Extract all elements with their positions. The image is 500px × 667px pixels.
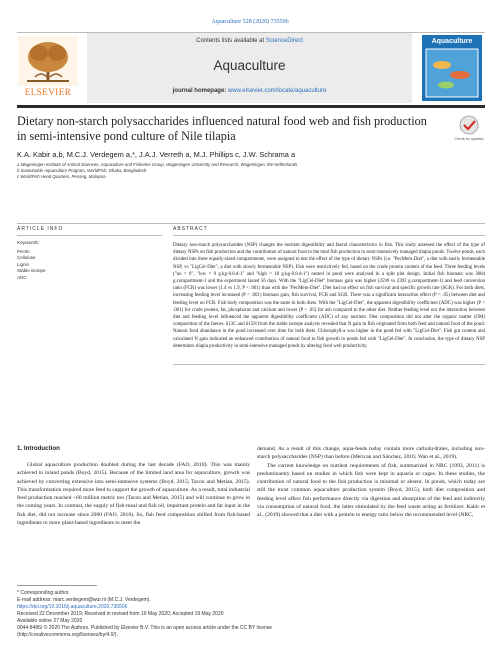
journal-name: Aquaculture — [213, 58, 286, 73]
keyword: ADC — [17, 274, 27, 280]
divider-abstract — [173, 235, 485, 236]
contents-line — [87, 38, 412, 44]
check-for-updates-icon[interactable] — [456, 114, 482, 142]
affiliations — [17, 162, 487, 180]
homepage-prefix: journal homepage: — [172, 88, 228, 94]
article-title: Dietary non-starch polysaccharides influenced natural food web and fish production in semi-intensive pond culture of Nile tilapia — [17, 114, 427, 143]
available-online-note: Available online 27 May 2020 — [17, 618, 83, 624]
abstract-bottom-rule — [173, 364, 485, 365]
abstract-heading: ABSTRACT — [173, 226, 208, 232]
homepage-link[interactable]: www.elsevier.com/locate/aquaculture — [227, 88, 327, 94]
divider-info — [17, 235, 162, 236]
affiliation-a: a Wageningen Institute of Animal Sciences, Aquaculture and Fisheries Group, Wageningen University and Research, Wageningen, the Netherlands — [17, 162, 298, 167]
elsevier-tree-logo — [17, 35, 79, 98]
article-info-heading: ARTICLE INFO — [17, 226, 64, 232]
crossmark-label: Check for updates — [454, 137, 484, 141]
affiliation-b: b Sustainable Aquaculture Program, WorldFish, Dhaka, Bangladesh — [17, 168, 147, 173]
corresponding-author-note: * Corresponding author. — [17, 590, 70, 596]
email-note: E-mail address: marc.verdegem@wur.nl (M.C.J. Verdegem). — [17, 597, 151, 603]
body-paragraph: The current knowledge on nutrient requirements of fish, summarized in NRC (1993, 2011) is predominantly based on studies in which fish were kept in aquaria or cages. In these studies, the contribution of natural food to the fish production is minimal or absent. In ponds, which today are still the most common aquaculture production system (Boyd, 2015), both diet composition and feeding level affect fish performance directly via digestion and absorption of the feed and indirectly via consumption of natural food, the latter stimulated by the feed waste acting as fertilizer. Kabir et al., (2019) showed that a diet with a protein to energy ratio below the recommended level (NRC, — [257, 462, 485, 519]
keyword: Stable isotope — [17, 268, 46, 274]
elsevier-wordmark: ELSEVIER — [24, 87, 72, 97]
affiliation-c: c WorldFish Head Quarters, Penang, Malaysia — [17, 174, 106, 179]
keyword: Cellulose — [17, 255, 36, 261]
journal-header — [17, 32, 485, 108]
homepage-line — [87, 88, 412, 94]
footnote-rule — [17, 585, 97, 586]
author-list: K.A. Kabir a,b, M.C.J. Verdegem a,*, J.A.J. Verreth a, M.J. Phillips c, J.W. Schrama a — [17, 150, 296, 159]
sciencedirect-link[interactable]: ScienceDirect — [265, 38, 303, 44]
journal-cover — [422, 35, 482, 101]
license-note: 0044-8486/ © 2020 The Authors. Published by Elsevier B.V. This is an open access article under the CC BY license — [17, 625, 273, 631]
divider-top — [17, 223, 485, 224]
keyword: Lignin — [17, 261, 30, 267]
body-column-right — [257, 445, 485, 520]
footnotes — [17, 590, 417, 639]
doi-link[interactable]: https://doi.org/10.1016/j.aquaculture.2020.735506 — [17, 604, 128, 610]
keywords-heading: Keywords: — [17, 241, 40, 246]
body-paragraph: Global aquaculture production doubled during the last decade (FAO, 2018). This was mainly achieved in inland ponds (Boyd, 2015). Because of the limited land area for aquaculture, growth was achieved by converting extensive into semi-intensive systems (Boyd, 2015; Tacon and Metian, 2015). This transformation required more feed to support the growth of aquaculture. As a result, total industrial feed production reached ~60 million metric ton (Tacon and Metian, 2015) and will continue to grow in the coming years. In contrast, the supply of fish-meal and fish oil, important protein and fat input in the fish diet, did not increase since 2000 (FAO, 2018). So, fish feed composition shifted from fish-based ingredients to more plant-based ingredients to meet the — [17, 462, 250, 527]
body-paragraph: demand. As a result of this change, aqua-feeds today contain more carbohydrates, including non-starch polysaccharides (NSP) than before (Merican and Sánchez, 2016; Wan et al., 2019). — [257, 446, 485, 461]
journal-banner — [87, 33, 412, 103]
license-url[interactable]: (http://creativecommons.org/licenses/by/4.0/). — [17, 632, 118, 638]
journal-reference[interactable]: Aquaculture 528 (2020) 735506 — [211, 19, 289, 25]
keyword: Pectin — [17, 249, 30, 254]
keywords-list — [17, 249, 46, 281]
dates-note: Received 22 December 2019; Received in revised form 19 May 2020; Accepted 19 May 2020 — [17, 611, 224, 617]
body-column-left — [17, 461, 250, 527]
abstract-text: Dietary non-starch polysaccharides (NSP) changes the nutrient digestibility and faecal characteristics in fish. This study assessed the effect of the type of dietary NSPs on fish production and the contribution of natural food to the total fish production in semi-intensively managed tilapia ponds. Twelve ponds, each divided into three equally-sized compartments, were assigned to test the effect of the type of dietary NSPs (i.e. "PecMem-Diet", a diet with easily fermentable NSP, vs "LigCel-Diet", a diet with slowly fermentable NSP). Fish were restrictively fed, based on the crude protein content of the feed. Three feeding levels ("no = 0", "low = 9 g.kg-0.8.d-1" and "high = 18 g.kg-0.8.d-1") nested in pond were analysed in a split plot design. Initial fish biomass was 3084 g.compartment-1 and the experiment lasted 56 days. With the "LigCel-Diet" biomass gain was higher (2599 vs 2392 g.compartment-1) and feed conversion ratio (FCR) was lower (1.4 vs 1.9, P < .001) than with the "PecMem-Diet". Diet had no effect on fish survival and specific growth rate (SGR). For both diets, increasing feeding level increased (P < .001) biomass gain, fish survival, FCR and SGR. There was a significant interaction effect (P < .05) between diet and feeding level on FCR. Fish body composition was the same in both diets. With the "LigCel-Diet", the apparent digestibility coefficient (ADC) was higher (P < .001) for crude protein, fat, phosphorus and calcium and lower (P < .05) for ash compared to the other diet. Neither feeding level nor the interaction between diet and feeding level influenced the apparent digestibility coefficient (ADC) of any nutrient. Diet composition did not alter the organic matter (OM) composition of the faeces. δ13C and δ15N from the stable isotope analysis revealed that N gain in fish originated from both feed and natural food of the pond. Natural food abundance in the pond increased over time for both diets. Chlorophyll-a was higher in the pond fed with "LigCel-Diet". Fish gut content and calculated N gain indicated an enhanced contribution of natural food to fish growth in ponds fed with "LigCel-Diet". In conclusion, the type of dietary NSP determines tilapia productivity in semi-intensive managed ponds by altering food web productivity. — [173, 243, 485, 349]
introduction-heading: 1. Introduction — [17, 445, 60, 452]
cover-title: Aquaculture — [431, 38, 473, 45]
contents-prefix: Contents lists available at — [196, 38, 266, 44]
